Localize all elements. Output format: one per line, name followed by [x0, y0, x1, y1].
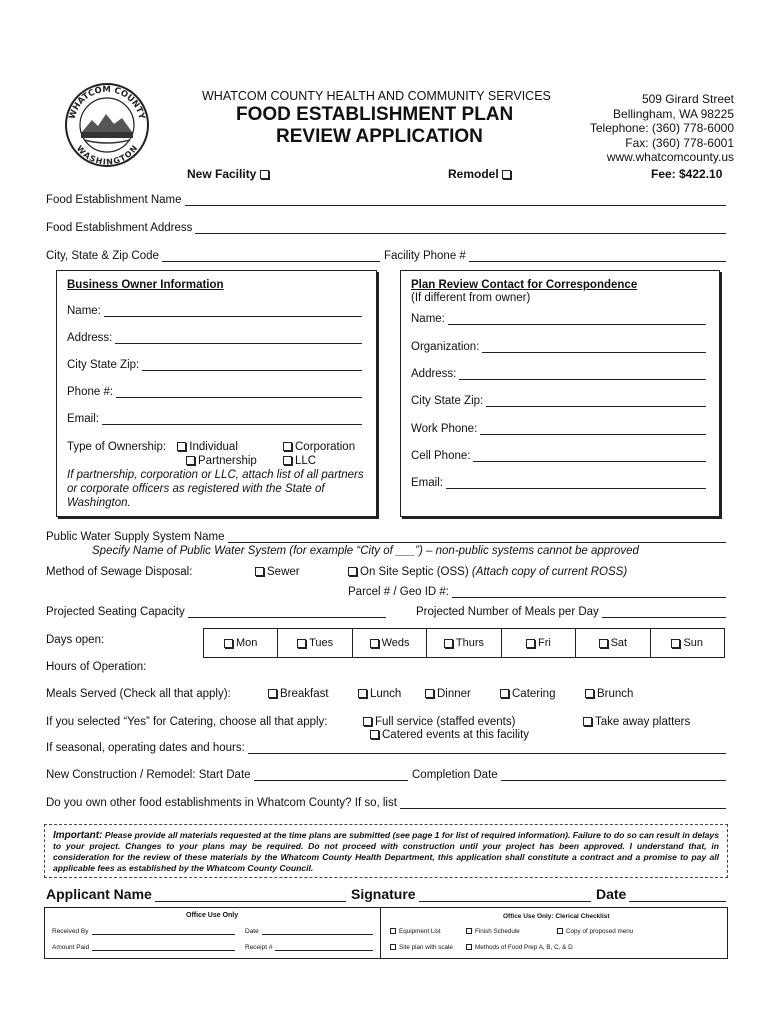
menu-label: Copy of proposed menu — [566, 928, 634, 935]
full-service-label: Full service (staffed events) — [375, 716, 516, 728]
county-contact — [590, 92, 734, 165]
day-sun-label: Sun — [683, 637, 704, 649]
day-sun-checkbox[interactable] — [671, 639, 680, 648]
date-label: Date — [596, 886, 627, 902]
contact-city-field[interactable] — [411, 395, 706, 407]
seating-capacity-field[interactable] — [46, 606, 386, 618]
parcel-label: Parcel # / Geo ID #: — [348, 586, 449, 598]
catering-checkbox[interactable] — [500, 689, 509, 698]
facility-phone-field[interactable] — [384, 250, 726, 262]
methods-checkbox[interactable] — [466, 944, 472, 950]
contact-work-phone-label: Work Phone: — [411, 423, 478, 435]
takeaway-checkbox[interactable] — [583, 717, 592, 726]
finish-option[interactable] — [466, 928, 520, 935]
septic-label: On Site Septic (OSS) — [360, 566, 469, 578]
site-plan-label: Site plan with scale — [399, 944, 453, 951]
amount-paid-label: Amount Paid — [52, 944, 90, 951]
catered-events-label: Catered events at this facility — [382, 729, 530, 741]
owner-heading: Business Owner Information — [67, 279, 224, 291]
received-by-label: Received By — [52, 928, 89, 935]
meals-per-day-field[interactable] — [416, 606, 726, 618]
checklist-title: Office Use Only: Clerical Checklist — [503, 913, 610, 920]
received-by-field[interactable] — [52, 928, 235, 935]
new-facility-label: New Facility — [187, 167, 257, 181]
partnership-label: Partnership — [198, 455, 257, 467]
contact-email-field[interactable] — [411, 477, 706, 489]
site-plan-option[interactable] — [390, 944, 453, 951]
dinner-label: Dinner — [437, 688, 471, 700]
applicant-name-label: Applicant Name — [46, 886, 152, 902]
individual-label: Individual — [189, 441, 238, 453]
methods-label: Methods of Food Prep A, B, C, & D — [475, 944, 573, 951]
day-weds-label: Weds — [381, 637, 410, 649]
owner-phone-field[interactable] — [67, 386, 362, 398]
seasonal-label: If seasonal, operating dates and hours: — [46, 742, 245, 754]
day-sat-checkbox[interactable] — [599, 639, 608, 648]
brunch-label: Brunch — [597, 688, 634, 700]
remodel-option[interactable] — [448, 167, 514, 181]
applicant-name-field[interactable] — [46, 886, 346, 902]
fax: Fax: (360) 778-6001 — [625, 135, 734, 150]
catered-events-checkbox[interactable] — [370, 730, 379, 739]
menu-checkbox[interactable] — [557, 928, 563, 934]
amount-paid-field[interactable] — [52, 944, 235, 951]
septic-checkbox[interactable] — [348, 567, 357, 576]
est-name-field[interactable] — [46, 194, 726, 206]
address-line1: 509 Girard Street — [641, 92, 734, 106]
office-use-divider — [380, 907, 381, 959]
equipment-option[interactable] — [390, 928, 441, 935]
equipment-label: Equipment List — [399, 928, 441, 935]
day-fri-label: Fri — [537, 637, 551, 649]
county-seal — [64, 82, 150, 168]
owner-phone-label: Phone #: — [67, 386, 114, 398]
ownership-label: Type of Ownership: — [67, 441, 167, 453]
day-thurs[interactable] — [427, 629, 501, 657]
days-open-label: Days open: — [46, 634, 105, 646]
remodel-checkbox[interactable] — [502, 170, 511, 179]
office-use-title: Office Use Only — [186, 912, 239, 919]
day-weds-checkbox[interactable] — [370, 639, 379, 648]
menu-option[interactable] — [557, 928, 633, 935]
finish-label: Finish Schedule — [475, 928, 520, 935]
day-tues-checkbox[interactable] — [297, 639, 306, 648]
full-service-option[interactable] — [363, 716, 515, 728]
contact-name-label: Name: — [411, 313, 445, 325]
day-thurs-checkbox[interactable] — [444, 639, 453, 648]
day-sat-label: Sat — [610, 637, 628, 649]
contact-cell-phone-field[interactable] — [411, 450, 706, 462]
remodel-label: Remodel — [448, 167, 499, 181]
parcel-field[interactable] — [348, 586, 726, 598]
contact-org-label: Organization: — [411, 341, 480, 353]
important-lead: Important: — [53, 830, 103, 841]
day-thurs-label: Thurs — [455, 637, 485, 649]
catered-events-option[interactable] — [370, 729, 529, 741]
start-date-field[interactable] — [46, 769, 408, 781]
full-service-checkbox[interactable] — [363, 717, 372, 726]
catering-label: Catering — [512, 688, 556, 700]
partnership-checkbox[interactable] — [186, 456, 195, 465]
receipt-field[interactable] — [245, 944, 373, 951]
owner-email-field[interactable] — [67, 413, 362, 425]
takeaway-label: Take away platters — [595, 716, 691, 728]
brunch-checkbox[interactable] — [585, 689, 594, 698]
breakfast-checkbox[interactable] — [268, 689, 277, 698]
septic-option[interactable] — [348, 566, 627, 578]
contact-address-label: Address: — [411, 368, 457, 380]
site-plan-checkbox[interactable] — [390, 944, 396, 950]
city-state-zip-label: City, State & Zip Code — [46, 250, 159, 262]
day-tues-label: Tues — [309, 637, 334, 649]
est-name-label: Food Establishment Name — [46, 194, 182, 206]
agency-name: WHATCOM COUNTY HEALTH AND COMMUNITY SERVICES — [202, 89, 551, 103]
completion-date-label: Completion Date — [412, 769, 498, 781]
individual-checkbox[interactable] — [177, 442, 186, 451]
contact-city-label: City State Zip: — [411, 395, 484, 407]
breakfast-option[interactable] — [268, 688, 329, 700]
facility-phone-label: Facility Phone # — [384, 250, 466, 262]
office-date-label: Date — [245, 928, 259, 935]
owner-email-label: Email: — [67, 413, 99, 425]
important-notice — [44, 824, 728, 878]
owner-city-label: City State Zip: — [67, 359, 140, 371]
owner-address-field[interactable] — [67, 332, 362, 344]
day-fri[interactable] — [502, 629, 576, 657]
seal-top-text: WHATCOM COUNTY — [67, 84, 147, 121]
sewage-label: Method of Sewage Disposal: — [46, 566, 193, 578]
equipment-checkbox[interactable] — [390, 928, 396, 934]
water-system-field[interactable] — [46, 531, 726, 543]
corporation-label: Corporation — [295, 441, 356, 453]
sewer-option[interactable] — [255, 566, 300, 578]
day-sat[interactable] — [576, 629, 650, 657]
seating-capacity-label: Projected Seating Capacity — [46, 606, 185, 618]
meals-served-label: Meals Served (Check all that apply): — [46, 688, 231, 700]
owner-address-label: Address: — [67, 332, 113, 344]
seasonal-field[interactable] — [46, 742, 726, 754]
start-date-label: New Construction / Remodel: Start Date — [46, 769, 251, 781]
owner-name-field[interactable] — [67, 305, 362, 317]
owner-city-field[interactable] — [67, 359, 362, 371]
day-tues[interactable] — [278, 629, 352, 657]
lunch-option[interactable] — [358, 688, 401, 700]
day-mon-label: Mon — [236, 637, 258, 649]
llc-label: LLC — [295, 455, 317, 467]
meals-per-day-label: Projected Number of Meals per Day — [416, 606, 599, 618]
contact-address-field[interactable] — [411, 368, 706, 380]
water-system-note: Specify Name of Public Water System (for example “City of ___”) – non-public systems cannot be approved — [92, 545, 639, 557]
corporation-option[interactable] — [283, 441, 355, 453]
other-establishments-field[interactable] — [46, 797, 726, 809]
new-facility-option[interactable] — [187, 167, 272, 181]
office-date-field[interactable] — [245, 928, 373, 935]
phone: Telephone: (360) 778-6000 — [589, 121, 734, 135]
contact-name-field[interactable] — [411, 313, 706, 325]
contact-work-phone-field[interactable] — [411, 423, 706, 435]
new-facility-checkbox[interactable] — [260, 170, 269, 179]
svg-text:WASHINGTON — [75, 144, 139, 167]
breakfast-label: Breakfast — [280, 688, 329, 700]
sewer-checkbox[interactable] — [255, 567, 264, 576]
important-text: Please provide all materials requested at the time plans are submitted (see page 1 for list of required information). Failure to do so can result in delays to your project. Changes to your plans may be required. Do not proceed with construction until your project has been approved. I understand that, in consideration for the review of these materials by the Whatcom County Health Department, this application shall constitute a contract and a promise to pay all applicable fees as established by the Whatcom County Council. — [53, 830, 719, 873]
contact-heading: Plan Review Contact for Correspondence — [411, 279, 638, 291]
date-field[interactable] — [596, 886, 726, 902]
takeaway-option[interactable] — [583, 716, 690, 728]
contact-email-label: Email: — [411, 477, 443, 489]
fee: Fee: $422.10 — [651, 167, 723, 181]
signature-label: Signature — [351, 886, 416, 902]
form-title-line1: FOOD ESTABLISHMENT PLAN — [236, 104, 514, 125]
catering-type-label: If you selected “Yes” for Catering, choose all that apply: — [46, 716, 328, 728]
owner-name-label: Name: — [67, 305, 101, 317]
city-state-zip-field[interactable] — [46, 250, 380, 262]
form-title-line2: REVIEW APPLICATION — [276, 126, 483, 147]
sewer-label: Sewer — [267, 566, 300, 578]
website: www.whatcomcounty.us — [606, 150, 734, 164]
finish-checkbox[interactable] — [466, 928, 472, 934]
days-open-table — [203, 628, 725, 658]
lunch-checkbox[interactable] — [358, 689, 367, 698]
completion-date-field[interactable] — [412, 769, 726, 781]
contact-cell-phone-label: Cell Phone: — [411, 450, 471, 462]
ownership-type — [67, 441, 238, 453]
est-address-label: Food Establishment Address — [46, 222, 193, 234]
llc-option[interactable] — [283, 455, 316, 467]
corporation-checkbox[interactable] — [283, 442, 292, 451]
day-mon-checkbox[interactable] — [224, 639, 233, 648]
water-system-label: Public Water Supply System Name — [46, 531, 225, 543]
day-weds[interactable] — [353, 629, 427, 657]
contact-org-field[interactable] — [411, 341, 706, 353]
dinner-checkbox[interactable] — [425, 689, 434, 698]
partnership-option[interactable] — [186, 455, 257, 467]
signature-field[interactable] — [351, 886, 591, 902]
est-address-field[interactable] — [46, 222, 726, 234]
septic-note: (Attach copy of current ROSS) — [471, 566, 628, 578]
lunch-label: Lunch — [370, 688, 402, 700]
dinner-option[interactable] — [425, 688, 471, 700]
catering-option[interactable] — [500, 688, 555, 700]
methods-option[interactable] — [466, 944, 573, 951]
llc-checkbox[interactable] — [283, 456, 292, 465]
receipt-label: Receipt # — [245, 944, 273, 951]
day-fri-checkbox[interactable] — [526, 639, 535, 648]
hours-label: Hours of Operation: — [46, 661, 147, 673]
ownership-note: If partnership, corporation or LLC, attach list of all partners or corporate officers as registered with the State of Washington. — [67, 469, 364, 509]
day-mon[interactable] — [204, 629, 278, 657]
contact-subheading: (If different from owner) — [411, 292, 531, 304]
brunch-option[interactable] — [585, 688, 633, 700]
day-sun[interactable] — [651, 629, 724, 657]
address-line2: Bellingham, WA 98225 — [613, 106, 734, 121]
seal-bottom-text: WASHINGTON — [74, 143, 140, 167]
other-establishments-label: Do you own other food establishments in Whatcom County? If so, list — [46, 797, 397, 809]
